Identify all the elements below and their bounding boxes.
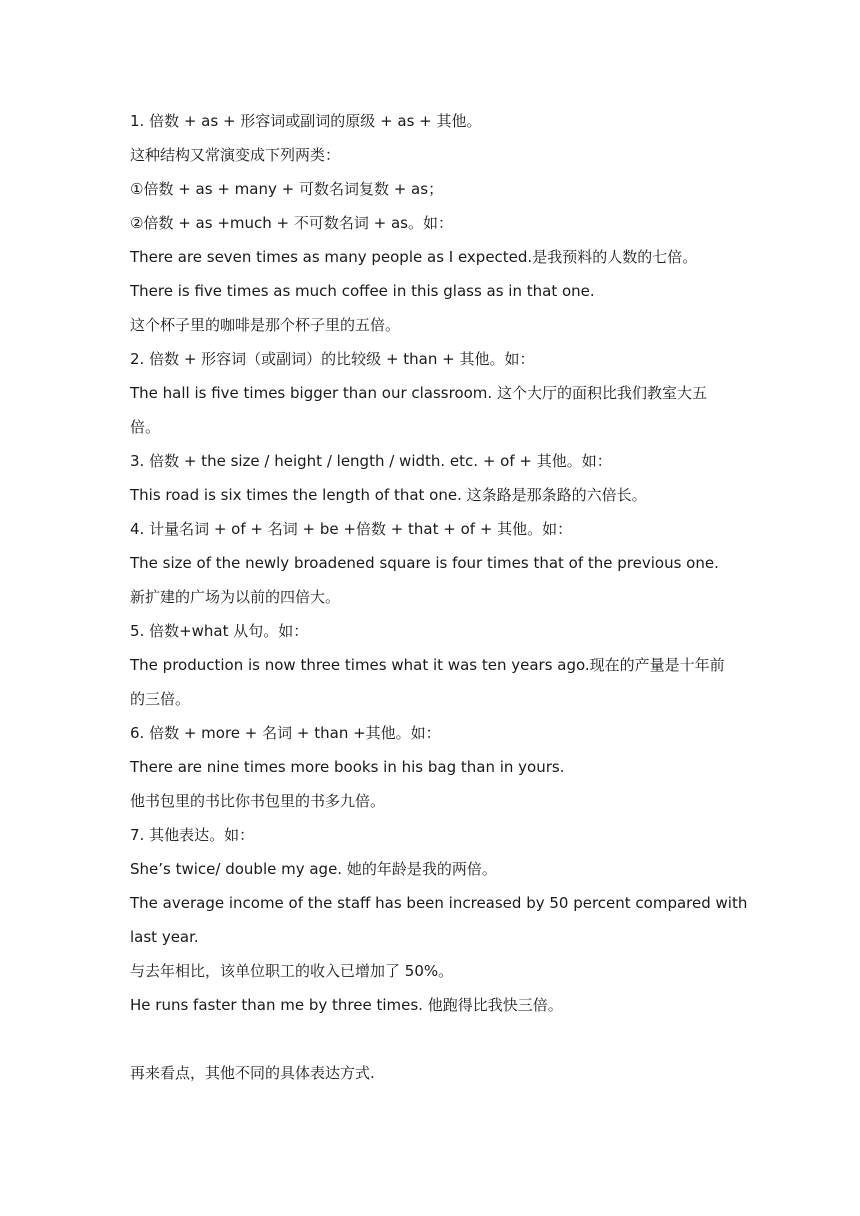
rule-5-example-continued: 的三倍。 <box>130 690 191 708</box>
rule-3-heading: 3. 倍数 + the size / height / length / width. etc. + of + 其他。如： <box>130 452 612 470</box>
rule-7-example-3: He runs faster than me by three times. 他跑得比我快三倍。 <box>130 996 563 1014</box>
rule-1-variant-b: ②倍数 + as +much + 不可数名词 + as。如： <box>130 214 453 232</box>
rule-7-example-1: She’s twice/ double my age. 她的年龄是我的两倍。 <box>130 860 497 878</box>
rule-2-heading: 2. 倍数 + 形容词（或副词）的比较级 + than + 其他。如： <box>130 350 535 368</box>
rule-7-example-2: The average income of the staff has been increased by 50 percent compared with <box>130 894 748 912</box>
rule-1-heading: 1. 倍数 + as + 形容词或副词的原级 + as + 其他。 <box>130 112 482 130</box>
rule-4-example: The size of the newly broadened square is four times that of the previous one. <box>130 554 719 572</box>
rule-2-example: The hall is five times bigger than our classroom. 这个大厅的面积比我们教室大五 <box>130 384 707 402</box>
rule-7-example-2-continued: last year. <box>130 928 199 946</box>
rule-6-example: There are nine times more books in his bag than in yours. <box>130 758 565 776</box>
closing-line: 再来看点，其他不同的具体表达方式. <box>130 1064 375 1082</box>
rule-7-example-2-translation: 与去年相比，该单位职工的收入已增加了 50%。 <box>130 962 454 980</box>
rule-1-example-2-translation: 这个杯子里的咖啡是那个杯子里的五倍。 <box>130 316 401 334</box>
rule-3-example: This road is six times the length of that one. 这条路是那条路的六倍长。 <box>130 486 647 504</box>
rule-6-example-translation: 他书包里的书比你书包里的书多九倍。 <box>130 792 386 810</box>
rule-1-example-2: There is five times as much coffee in this glass as in that one. <box>130 282 595 300</box>
document-page <box>130 104 748 1090</box>
rule-4-example-translation: 新扩建的广场为以前的四倍大。 <box>130 588 341 606</box>
rule-5-heading: 5. 倍数+what 从句。如： <box>130 622 309 640</box>
rule-4-heading: 4. 计量名词 + of + 名词 + be +倍数 + that + of + 其他。如： <box>130 520 573 538</box>
rule-6-heading: 6. 倍数 + more + 名词 + than +其他。如： <box>130 724 441 742</box>
rule-1-variant-a: ①倍数 + as + many + 可数名词复数 + as； <box>130 180 444 198</box>
rule-1-example-1: There are seven times as many people as I expected.是我预料的人数的七倍。 <box>130 248 698 266</box>
rule-1-note: 这种结构又常演变成下列两类： <box>130 146 341 164</box>
rule-5-example: The production is now three times what it was ten years ago.现在的产量是十年前 <box>130 656 725 674</box>
rule-7-heading: 7. 其他表达。如： <box>130 826 255 844</box>
blank-line <box>130 1022 730 1056</box>
rule-2-example-continued: 倍。 <box>130 418 161 436</box>
